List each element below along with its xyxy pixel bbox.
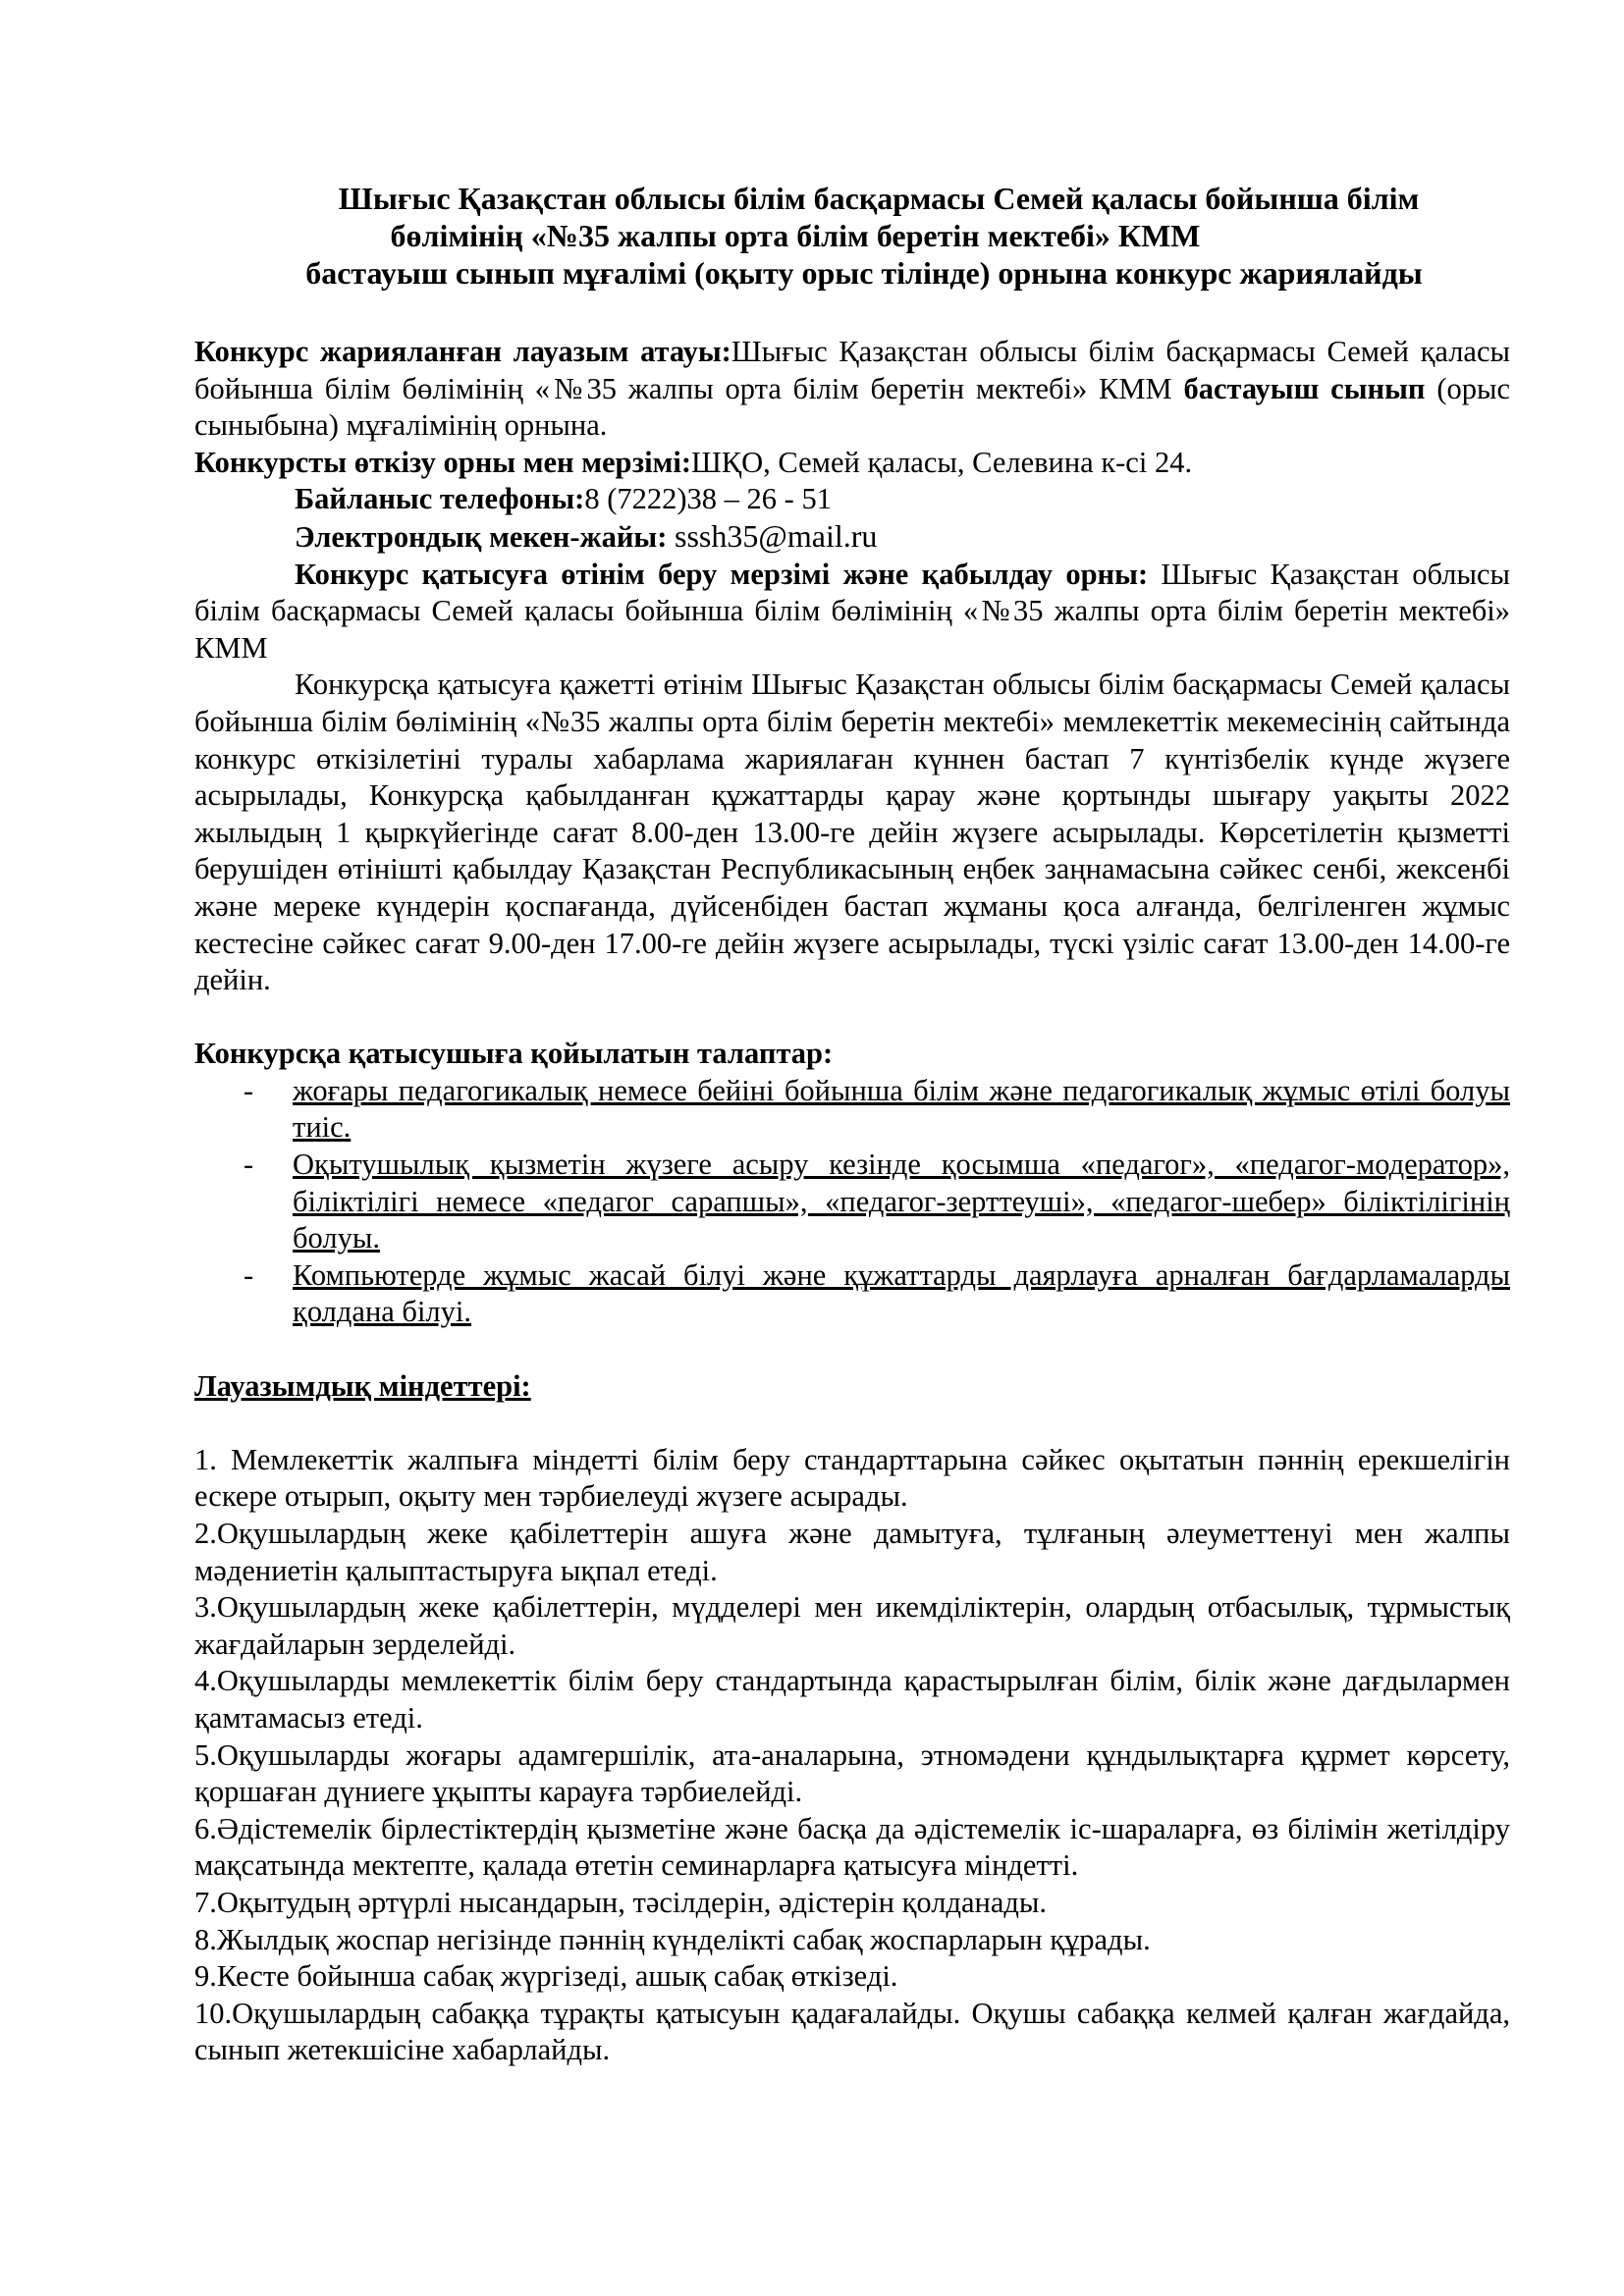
duty-item: 10.Оқушылардың сабаққа тұрақты қатысуын қадағалайды. Оқушы сабаққа келмей қалған жағдайда, сынып жетекшісіне хабарлайды. [194, 1996, 1510, 2067]
venue-paragraph [194, 445, 1510, 482]
duties-heading: Лауазымдық міндеттері: [194, 1368, 531, 1403]
duty-item: 3.Оқушылардың жеке қабілеттерін, мүдделері мен икемділіктерін, олардың отбасылық, тұрмыстық жағдайларын зерделейді. [194, 1590, 1510, 1661]
phone-paragraph [194, 481, 1510, 518]
page-title [196, 180, 1512, 292]
phone-number: 8 (7222)38 – 26 - 51 [584, 482, 832, 516]
list-dash: - [244, 1073, 254, 1107]
position-text: Шығыс Қазақстан облысы білім басқармасы Семей қаласы бойынша білім бөлімінің «№35 жалпы орта білім беретін мектебі» КММ [194, 335, 1510, 405]
position-text-end: (орыс сыныбына) мұғалімінің орнына. [194, 371, 1511, 443]
email-address: sssh35@mail.ru [675, 517, 878, 554]
duty-item: 4.Оқушыларды мемлекеттік білім беру стандартында қарастырылған білім, білік және дағдылармен қамтамасыз етеді. [194, 1664, 1510, 1735]
title-line-3: бастауыш сынып мұғалімі (оқыту орыс тілінде) орнына конкурс жариялайды [305, 255, 1423, 291]
position-paragraph [194, 334, 1510, 445]
duty-item: 9.Кесте бойынша сабақ жүргізеді, ашық сабақ өткізеді. [194, 1959, 898, 1994]
spacer [194, 1331, 1510, 1368]
phone-label: Байланыс телефоны: [295, 482, 585, 516]
requirements-list [194, 1073, 1510, 1331]
duty-item: 6.Әдістемелік бірлестіктердің қызметіне және басқа да әдістемелік іс-шараларға, өз білімін жетілдіру мақсатында мектепте, қалада өтетін семинарларға қатысуға міндетті. [194, 1811, 1510, 1883]
duty-item: 8.Жылдық жоспар негізінде пәннің күнделікті сабақ жоспарларын құрады. [194, 1922, 1151, 1956]
requirement-text: жоғары педагогикалық немесе бейіні бойынша білім және педагогикалық жұмыс өтілі болуы тиіс. [293, 1073, 1510, 1145]
position-label: Конкурс жарияланған лауазым атауы: [194, 335, 731, 368]
list-dash: - [244, 1257, 254, 1292]
email-paragraph [194, 518, 1510, 557]
spacer [194, 999, 1510, 1037]
position-class: бастауыш сынып [1183, 371, 1426, 405]
spacer [194, 1405, 1510, 1442]
document-body [194, 334, 1510, 2069]
requirements-heading: Конкурсқа қатысушыға қойылатын талаптар: [194, 1037, 834, 1071]
duty-item: 2.Оқушылардың жеке қабілеттерін ашуға және дамытуға, тұлғаның әлеуметтенуі мен жалпы мәдениетін қалыптастыруға ықпал етеді. [194, 1517, 1510, 1587]
venue-label: Конкурсты өткізу орны мен мерзімі: [194, 445, 692, 479]
duty-item: 5.Оқушыларды жоғары адамгершілік, ата-аналарына, этномәдени құндылықтарға құрмет көрсету, қоршаған дүниеге ұқыпты карауға тәрбиелейді. [194, 1737, 1510, 1809]
requirement-item [194, 1147, 1510, 1257]
requirement-item [194, 1073, 1510, 1147]
venue-text: ШҚО, Семей қаласы, Селевина к-сі 24. [691, 445, 1193, 479]
application-label: Конкурс қатысуға өтінім беру мерзімі және қабылдау орны: [295, 557, 1149, 591]
title-line-1: Шығыс Қазақстан облысы білім басқармасы Семей қаласы бойынша білім [338, 181, 1420, 216]
requirement-item [194, 1257, 1510, 1331]
title-line-2: бөлімінің «№35 жалпы орта білім беретін мектебі» КММ [390, 218, 1201, 253]
list-dash: - [244, 1148, 254, 1182]
email-label: Электрондық мекен-жайы: [295, 519, 676, 554]
duty-item: 1. Мемлекеттік жалпыға міндетті білім беру стандарттарына сәйкес оқытатын пәннің ерекшелігін ескере отырып, оқыту мен тәрбиелеуді жүзеге асырады. [194, 1442, 1510, 1514]
requirement-text: Компьютерде жұмыс жасай білуі және құжаттарды даярлауға арналған бағдарламаларды қолдана білуі. [293, 1257, 1510, 1329]
duty-item: 7.Оқытудың әртүрлі нысандарын, тәсілдерін, әдістерін қолданады. [194, 1885, 1047, 1919]
application-paragraph [194, 557, 1510, 667]
procedure-paragraph: Конкурсқа қатысуға қажетті өтінім Шығыс Қазақстан облысы білім басқармасы Семей қаласы бойынша білім бөлімінің «№35 жалпы орта білім беретін мектебі» мемлекеттік мекемесінің сайтында конкурс өткізілетіні туралы хабарлама жариялаған күннен бастап 7 күнтізбелік күнде жүзеге асырылады, Конкурсқа қабылданған құжаттарды қарау және қортынды шығару уақыты 2022 жылыдың 1 қыркүйегінде сағат 8.00-ден 13.00-ге дейін жүзеге асырылады. Көрсетілетін қызметті берушіден өтінішті қабылдау Қазақстан Республикасының еңбек заңнамасына сәйкес сенбі, жексенбі және мереке күндерін қоспағанда, дүйсенбіден бастап жұманы қоса алғанда, белгіленген жұмыс кестесіне сәйкес сағат 9.00-ден 17.00-ге дейін жүзеге асырылады, түскі үзіліс сағат 13.00-ден 14.00-ге дейін. [194, 667, 1510, 997]
application-text: Шығыс Қазақстан облысы білім басқармасы Семей қаласы бойынша білім бөлімінің «№35 жалпы орта білім беретін мектебі» КММ [194, 557, 1510, 665]
duties-list [194, 1442, 1510, 2069]
requirement-text: Оқытушылық қызметін жүзеге асыру кезінде қосымша «педагог», «педагог-модератор», біліктілігі немесе «педагог сарапшы», «педагог-зерттеуші», «педагог-шебер» біліктілігінің болуы. [293, 1148, 1510, 1255]
